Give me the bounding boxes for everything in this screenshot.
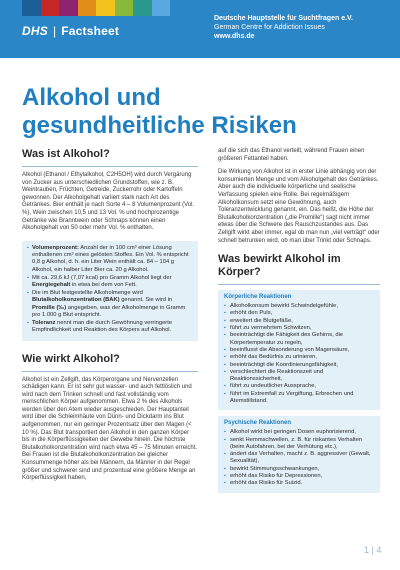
- paragraph-wirkung: Die Wirkung von Alkohol ist in erster Linie abhängig von der konsumierten Menge und vom Alkoholgehalt des Getränkes. Aber auch die individuelle körperliche und seelische Verfassung spielen eine Rolle. Bei regelmäßigem Alkoholkonsum setzt eine Gewöhnung, auch Toleranzentwicklung genannt, ein. Das heißt, die Höhe der Blutalkoholkonzentration („die Promille“) sagt nicht immer etwas über die Schwere des Rauschzustandes aus. Das Zellgift wirkt aber immer, egal ob man nun „viel verträgt“ oder schnell betrunken wird, ob man über Trinkt oder Schnaps.: [218, 169, 380, 244]
- list-item: ▪ ändert das Verhalten, macht z. B. aggressiver (Gewalt, Sexualität),: [224, 451, 374, 466]
- header-bar: [0, 0, 400, 58]
- color-strip: [22, 0, 170, 16]
- list-item: ▪ erhöht das Risiko für Depressionen,: [224, 473, 374, 480]
- color-strip-segment: [115, 0, 134, 16]
- box-title: Körperliche Reaktionen: [224, 294, 292, 301]
- color-strip-segment: [41, 0, 60, 16]
- color-strip-segment: [152, 0, 171, 16]
- color-strip-segment: [78, 0, 97, 16]
- list-item: ▪ senkt Hemmschwellen, z. B. für riskantes Verhalten (beim Autofahren, bei der Verhütung etc.),: [224, 437, 374, 452]
- title-line-2: gesundheitliche Risiken: [22, 112, 297, 139]
- list-item: ▪ bewirkt Stimmungsschwankungen,: [224, 466, 374, 473]
- list-item: ▪ erweitert die Blutgefäße,: [224, 318, 374, 325]
- right-column: [218, 148, 380, 493]
- dhs-logo: [22, 24, 119, 38]
- definition-item: ▪ Toleranz nennt man die durch Gewöhnung verringerte Empfindlichkeit und Reaktion des Körpers auf Alkohol.: [27, 320, 193, 335]
- list-item: ▪ verschlechtert die Reaktionszeit und Reaktionssicherheit,: [224, 369, 374, 384]
- color-strip-segment: [59, 0, 78, 16]
- org-name-en: German Centre for Addiction Issues: [214, 24, 325, 31]
- title-line-1: Alkohol und: [22, 84, 161, 111]
- list-item: ▪ beeinträchtigt die Koordinierungsfähigkeit,: [224, 362, 374, 369]
- page-number: 1 | 4: [364, 545, 382, 555]
- left-column: [22, 148, 198, 483]
- logo-separator: |: [52, 24, 57, 38]
- psychological-reactions-box: [218, 416, 380, 492]
- list-item: ▪ führt zu vermehrtem Schwitzen,: [224, 325, 374, 332]
- definition-item: ▪ Mit ca. 29,6 kJ (7,07 kcal) pro Gramm Alkohol liegt der Energiegehalt in etwa bei dem von Fett.: [27, 275, 193, 290]
- org-url[interactable]: www.dhs.de: [214, 33, 255, 40]
- heading-was-ist-alkohol: Was ist Alkohol?: [22, 148, 110, 160]
- list-item: ▪ führt zu undeutlicher Aussprache,: [224, 383, 374, 390]
- list-item: ▪ erhöht den Puls,: [224, 310, 374, 317]
- list-item: ▪ erhöht das Risiko für Suizid.: [224, 480, 374, 487]
- list-item: ▪ Alkohol wirkt bei geringen Dosen euphorisierend,: [224, 429, 374, 436]
- heading-was-bewirkt: Was bewirkt Alkohol im Körper?: [218, 253, 341, 279]
- physical-reactions-box: [218, 290, 380, 410]
- color-strip-segment: [133, 0, 152, 16]
- page-title: [22, 84, 382, 140]
- paragraph-was-ist: Alkohol (Ethanol / Ethylalkohol, C2H5OH) wird durch Vergärung von Zucker aus unterschiedlichen Grundstoffen, wie z. B. Weintrauben, Früchten, Getreide, Zuckerrohr oder Kartoffeln gewonnen. Der Alkoholgehalt variiert stark nach Art des Getränkes. Bier enthält je nach Sorte 4 – 8 Volumenprozent (Vol. %), Wein zwischen 10,5 und 13 Vol. % und hochprozentige Getränke wie Branntwein oder Schnaps können einen Alkoholgehalt von 50 oder mehr Vol. % enthalten.: [22, 172, 195, 232]
- paragraph-continued: auf die sich das Ethanol verteilt, während Frauen einen größeren Fettanteil haben.: [218, 148, 365, 162]
- list-item: ▪ erhöht das Bedürfnis zu urinieren,: [224, 354, 374, 361]
- heading-wie-wirkt-alkohol: Wie wirkt Alkohol?: [22, 352, 120, 365]
- list-item: ▪ Alkoholkonsum bewirkt Schwindelgefühle,: [224, 303, 374, 310]
- logo-factsheet: Factsheet: [61, 24, 120, 38]
- logo-dhs: DHS: [22, 24, 48, 38]
- list-item: ▪ beeinflusst die Absonderung von Magensäure,: [224, 347, 374, 354]
- color-strip-segment: [96, 0, 115, 16]
- definition-item: ▪ Die im Blut festgestellte Alkoholmenge wird Blutalkoholkonzentration (BAK) genannt. Sie wird in Promille (‰) angegeben, was der Alkoholmenge in Gramm pro 1.000 g Blut entspricht.: [27, 290, 193, 319]
- list-item: ▪ führt im Extremfall zu Vergiftung, Erbrechen und Atemstillstand.: [224, 391, 374, 406]
- divider: [218, 284, 380, 285]
- divider: [22, 166, 198, 167]
- list-item: ▪ beeinträchtigt die Fähigkeit des Gehirns, die Körpertemperatur zu regeln,: [224, 332, 374, 347]
- box-title: Psychische Reaktionen: [224, 420, 292, 427]
- definitions-box: [22, 241, 198, 341]
- org-name-de: Deutsche Hauptstelle für Suchtfragen e.V.: [214, 15, 353, 22]
- definition-item: ▪ Volumenprozent: Anzahl der in 100 cm³ einer Lösung enthaltenen cm³ eines gelösten Stoffes. Ein Vol. % entspricht 0,8 g Alkohol, d. h. ein Liter Wein enthält ca. 84 – 104 g Alkohol, ein halber Liter Bier ca. 20 g Alkohol.: [27, 245, 193, 274]
- paragraph-wie-wirkt: Alkohol ist ein Zellgift, das Körperorgane und Nervenzellen schädigen kann. Er ist sehr gut wasser- und auch fettlöslich und wird nach dem Trinken schnell und fast vollständig vom menschlichen Körper aufgenommen. Etwa 2 % des Alkohols werden über den Atem wieder ausgeschieden. Der Hauptanteil wird über die Schleimhäute von Dünn- und Dickdarm ins Blut aufgenommen, nur ein geringer Prozentsatz über den Magen (< 10 %). Das Blut transportiert den Alkohol in den ganzen Körper bis in die Körperflüssigkeiten der Gewebe hinein. Die höchste Blutalkoholkonzentration wird nach etwa 45 – 75 Minuten erreicht. Bei Frauen ist die Blutalkoholkonzentration bei gleicher Konsummenge höher als bei Männern, da Männer in der Regel größer und schwerer sind und prozentual eine größere Menge an Körperflüssigkeit haben,: [22, 376, 198, 482]
- divider: [22, 371, 198, 372]
- org-info: [214, 14, 353, 41]
- color-strip-segment: [22, 0, 41, 16]
